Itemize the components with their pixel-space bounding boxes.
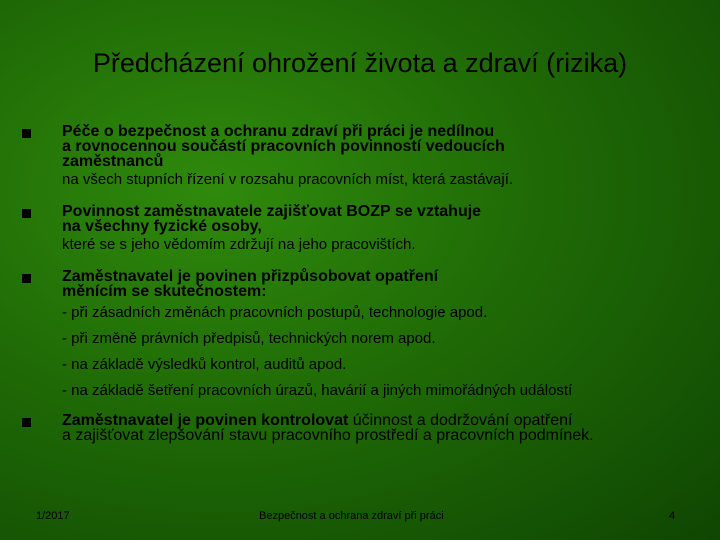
footer-center: Bezpečnost a ochrana zdraví při práci [259, 510, 444, 522]
bullet-item [22, 124, 712, 190]
bold-line: a rovnocennou součástí pracovních povinností vedoucích [62, 138, 505, 155]
plain-line: které se s jeho vědomím zdržují na jeho pracovištích. [62, 236, 416, 253]
plain-line: na všech stupních řízení v rozsahu pracovních míst, která zastávají. [62, 171, 514, 188]
footer-page-number: 4 [669, 510, 676, 522]
bullet-square-icon [22, 274, 31, 283]
bold-line: Povinnost zaměstnavatele zajišťovat BOZP se vztahuje [62, 203, 482, 220]
bold-line: měnícím se skutečnostem: [62, 283, 267, 300]
mixed-line [62, 413, 712, 428]
bullet-square-icon [22, 209, 31, 218]
plain-suffix: účinnost a dodržování opatření [348, 412, 573, 429]
bullet-item [22, 204, 712, 255]
bold-prefix: Zaměstnavatel je povinen kontrolovat [62, 412, 349, 429]
bold-line: na všechny fyzické osoby, [62, 218, 262, 235]
sub-line: - při zásadních změnách pracovních postupů, technologie apod. [62, 304, 488, 321]
sub-line: - na základě výsledků kontrol, auditů apod. [62, 356, 347, 373]
bold-line: zaměstnanců [62, 153, 164, 170]
slide-title: Předcházení ohrožení života a zdraví (rizika) [92, 48, 628, 78]
bullet-square-icon [22, 129, 31, 138]
slide-content [22, 124, 712, 453]
plain-line: a zajišťovat zlepšování stavu pracovního prostředí a pracovních podmínek. [62, 427, 594, 444]
sub-line: - při změně právních předpisů, technických norem apod. [62, 330, 436, 347]
bold-line: Zaměstnavatel je povinen přizpůsobovat opatření [62, 268, 439, 285]
bullet-item [22, 269, 712, 403]
bullet-square-icon [22, 418, 31, 427]
bullet-item [22, 413, 712, 443]
bold-line: Péče o bezpečnost a ochranu zdraví při práci je nedílnou [62, 123, 495, 140]
footer-date: 1/2017 [36, 510, 70, 522]
sub-line: - na základě šetření pracovních úrazů, havárií a jiných mimořádných událostí [62, 382, 573, 399]
